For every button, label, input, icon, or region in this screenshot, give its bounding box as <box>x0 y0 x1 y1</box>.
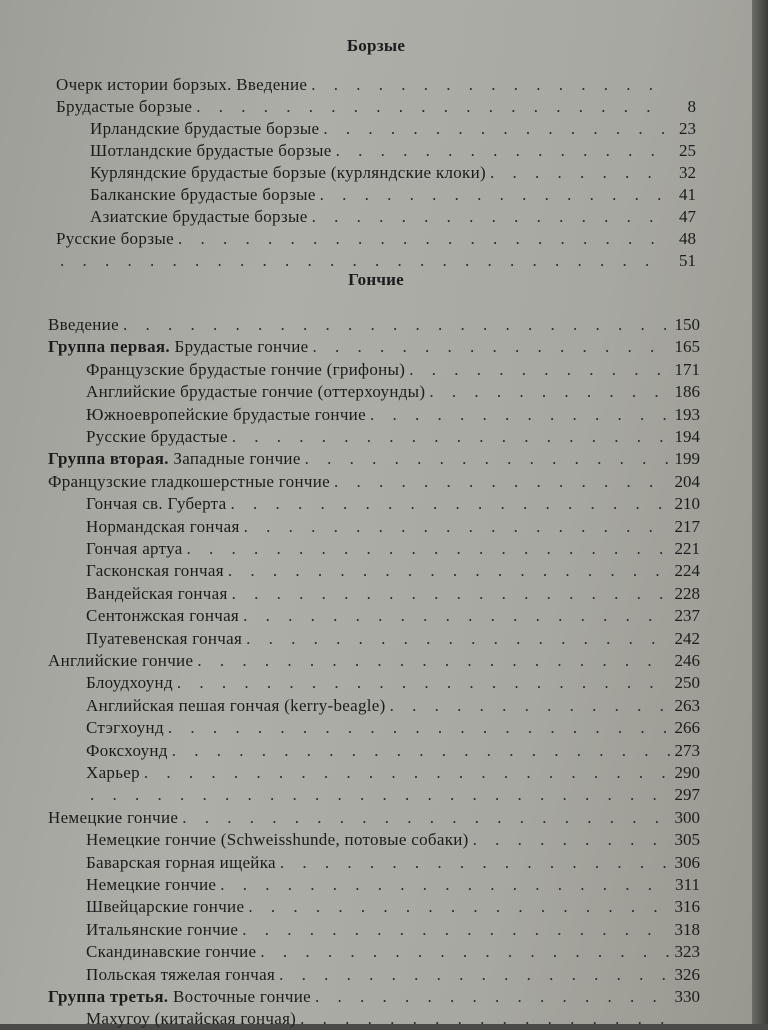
toc-entry <box>86 404 700 426</box>
toc-entry <box>86 874 700 896</box>
page-edge-shadow <box>752 0 768 1024</box>
toc-page-number: 41 <box>679 185 696 204</box>
dot-leader <box>228 560 671 582</box>
toc-entry <box>86 538 700 560</box>
dot-leader <box>178 228 668 250</box>
toc-entry-label <box>86 672 173 694</box>
toc-entry <box>48 986 700 1008</box>
toc-page-number: 311 <box>675 875 700 894</box>
toc-entry-label <box>90 206 308 228</box>
toc-entry <box>86 784 700 806</box>
toc-entry <box>86 628 700 650</box>
toc-entry-text: Гасконская гончая <box>86 561 224 581</box>
toc-page-number: 210 <box>674 494 700 514</box>
dot-leader <box>300 1008 672 1030</box>
dot-leader <box>429 381 670 403</box>
toc-entry <box>86 919 700 941</box>
toc-entry-text: Западные гончие <box>173 449 301 469</box>
toc-page-number: 150 <box>674 315 700 334</box>
toc-page-number: 171 <box>674 359 700 379</box>
toc-entry-text: Шотландские брудастые борзые <box>90 141 332 160</box>
toc-page-number: 199 <box>674 449 700 469</box>
toc-entry-label <box>48 336 309 358</box>
toc-page-number: 323 <box>674 942 700 962</box>
toc-group-label: Группа третья. <box>48 987 169 1006</box>
toc-entry-label <box>90 140 332 162</box>
toc-page-number: 8 <box>687 97 696 116</box>
toc-page-number: 224 <box>674 561 700 581</box>
toc-page-number: 25 <box>679 141 696 160</box>
toc-entry-text: Баварская горная ищейка <box>86 852 276 872</box>
dot-leader <box>196 96 668 118</box>
toc-entry-text: Харьер <box>86 763 140 782</box>
dot-leader <box>490 162 668 184</box>
dot-leader <box>232 583 671 605</box>
toc-entry <box>86 740 700 762</box>
toc-entry-text: Немецкие гончие (Schweisshunde, потовые собаки) <box>86 830 469 850</box>
toc-entry-label <box>86 740 168 762</box>
toc-entry-label <box>48 650 193 672</box>
toc-entry-text: Гончая св. Губерта <box>86 494 227 514</box>
toc-entry <box>86 964 700 986</box>
toc-page-number: 51 <box>679 251 696 270</box>
toc-entry-label <box>90 118 319 140</box>
toc-entry <box>86 672 700 694</box>
toc-entry <box>90 184 696 206</box>
toc-page-number: 47 <box>679 207 696 226</box>
toc-entry-label <box>48 807 178 829</box>
dot-leader <box>323 118 668 140</box>
toc-entry-label <box>86 560 224 582</box>
toc-page-number: 316 <box>674 897 700 917</box>
toc-page-number: 204 <box>674 471 700 491</box>
toc-entry-label <box>90 184 316 206</box>
dot-leader <box>409 359 670 381</box>
dot-leader <box>260 941 670 963</box>
toc-entry-label <box>86 829 469 851</box>
dot-leader <box>177 672 671 694</box>
toc-entry <box>56 250 696 272</box>
toc-entry-label <box>86 538 183 560</box>
toc-page-number: 273 <box>674 740 700 760</box>
toc-page-number: 305 <box>674 830 700 850</box>
toc-entry-text: Махугоу (китайская гончая) <box>86 1009 297 1029</box>
dot-leader <box>320 184 668 206</box>
toc-entry-text: Немецкие гончие <box>86 875 217 894</box>
toc-entry-label <box>56 96 192 118</box>
toc-entry-text: Английские брудастые гончие (оттерхоунды) <box>86 382 426 402</box>
toc-entry-text: Очерк истории борзых. Введение <box>56 75 308 94</box>
dot-leader <box>473 829 671 851</box>
dot-leader <box>242 919 670 941</box>
section-title-hounds: Гончие <box>348 270 404 289</box>
toc-entry-label <box>48 986 311 1008</box>
toc-entry-text: Русские брудастые <box>86 427 228 446</box>
toc-page-number: 326 <box>674 964 700 984</box>
toc-page-number: 263 <box>674 695 700 715</box>
toc-entry <box>86 762 700 784</box>
toc-entry <box>86 583 700 605</box>
toc-entry-label <box>86 493 226 515</box>
toc-entry-label <box>86 605 239 627</box>
toc-entry-text: Стэгхоунд <box>86 718 164 738</box>
toc-entry-text: Русские борзые <box>56 229 174 248</box>
dot-leader <box>315 986 670 1008</box>
toc-entry <box>86 493 700 515</box>
dot-leader <box>123 314 671 336</box>
toc-entry-text: Брудастые гончие <box>174 337 309 357</box>
dot-leader <box>248 896 670 918</box>
toc-entry <box>86 359 700 381</box>
toc-entry-text: Немецкие гончие <box>48 807 179 827</box>
toc-entry-label <box>86 404 366 426</box>
toc-page-number: 186 <box>674 382 700 402</box>
toc-entry-label <box>56 74 307 96</box>
toc-entry-label <box>86 919 238 941</box>
toc-page-number: 330 <box>674 987 700 1006</box>
toc-page-number: 221 <box>674 539 700 558</box>
toc-entry-text: Итальянские гончие <box>86 919 239 939</box>
toc-entry <box>86 829 700 851</box>
dot-leader <box>280 852 671 874</box>
dot-leader <box>370 404 671 426</box>
dot-leader <box>336 140 668 162</box>
toc-entry <box>48 471 700 493</box>
toc-entry <box>90 140 696 162</box>
toc-entry-label <box>56 228 174 250</box>
toc-entry-label <box>86 381 425 403</box>
toc-entry-label <box>86 852 276 874</box>
toc-entry <box>86 381 700 403</box>
toc-entry <box>86 426 700 448</box>
dot-leader <box>244 516 671 538</box>
dot-leader <box>312 206 668 228</box>
toc-entry-text: Польская тяжелая гончая <box>86 964 276 984</box>
toc-entry-text: Фоксхоунд <box>86 740 168 760</box>
toc-entry-label <box>48 314 119 336</box>
toc-page-number: 290 <box>674 763 700 782</box>
toc-entry-label <box>86 874 216 896</box>
toc-page-number: 165 <box>674 337 700 357</box>
toc-page-number: 318 <box>674 919 700 939</box>
toc-page-number: 228 <box>674 583 700 603</box>
toc-entry-text: Балканские брудастые борзые <box>90 185 316 204</box>
toc-entry <box>48 448 700 470</box>
dot-leader <box>60 250 668 272</box>
toc-page-number: 246 <box>674 651 700 670</box>
toc-entry-text: Южноевропейские брудастые гончие <box>86 404 366 424</box>
toc-group-label: Группа первая. <box>48 337 170 357</box>
toc-entry <box>56 96 696 118</box>
dot-leader <box>311 74 668 96</box>
toc-entry-text: Швейцарские гончие <box>86 897 245 917</box>
toc-entry-label <box>86 964 275 986</box>
toc-entry-text: Скандинавские гончие <box>86 942 257 962</box>
toc-entry-label <box>86 695 386 717</box>
toc-entry <box>86 1008 700 1030</box>
toc-entry-text: Азиатские брудастые борзые <box>90 207 308 226</box>
dot-leader <box>168 717 671 739</box>
dot-leader <box>90 784 671 806</box>
toc-entry-text: Ирландские брудастые борзые <box>90 119 320 138</box>
toc-entry <box>86 896 700 918</box>
toc-entry <box>56 74 696 96</box>
toc-page-number: 217 <box>674 516 700 536</box>
toc-entry-text: Брудастые борзые <box>56 97 193 116</box>
toc-entry <box>48 807 700 829</box>
dot-leader <box>243 605 670 627</box>
toc-page-number: 297 <box>674 785 700 805</box>
toc-entry-label <box>86 941 256 963</box>
toc-entry-text: Гончая артуа <box>86 539 183 558</box>
toc-entry <box>48 336 700 358</box>
toc-entry-text: Курляндские брудастые борзые (курляндские клоки) <box>90 163 486 182</box>
toc-entry <box>86 852 700 874</box>
toc-entry-label <box>86 426 228 448</box>
toc-entry-label <box>90 162 486 184</box>
toc-entry <box>48 314 700 336</box>
dot-leader <box>172 740 671 762</box>
toc-entry-text: Английские гончие <box>48 651 194 670</box>
toc-entry-text: Восточные гончие <box>172 987 312 1006</box>
toc-entry <box>86 605 700 627</box>
toc-entry-label <box>48 471 330 493</box>
toc-entry-text: Введение <box>48 315 119 334</box>
dot-leader <box>187 538 671 560</box>
dot-leader <box>390 695 671 717</box>
toc-entry-text: Английская пешая гончая (kerry-beagle) <box>86 695 386 715</box>
toc-group-label: Группа вторая. <box>48 449 169 469</box>
toc-entry-label <box>86 717 164 739</box>
toc-entry-text: Французские гладкошерстные гончие <box>48 471 330 491</box>
toc-page-number: 306 <box>674 852 700 872</box>
dot-leader <box>182 807 670 829</box>
toc-entry-label <box>86 896 244 918</box>
toc-page-number: 194 <box>674 427 700 446</box>
section-title-borzoi: Борзые <box>346 36 406 55</box>
toc-page-number: 237 <box>674 606 700 626</box>
dot-leader <box>220 874 671 896</box>
toc-entry <box>86 516 700 538</box>
toc-entry-text: Вандейская гончая <box>86 583 228 603</box>
dot-leader <box>305 448 671 470</box>
toc-page-number: 250 <box>674 673 700 693</box>
toc-page-number: 32 <box>679 163 696 182</box>
toc-page-number: 193 <box>674 404 700 424</box>
toc-entry-text: Французские брудастые гончие (грифоны) <box>86 359 406 379</box>
toc-page-number: 48 <box>679 229 696 248</box>
toc-entry-text: Нормандская гончая <box>86 516 240 536</box>
toc-entry <box>86 695 700 717</box>
dot-leader <box>144 762 671 784</box>
toc-entry-text: Сентонжская гончая <box>86 606 240 626</box>
toc-entry <box>86 941 700 963</box>
toc-page-number: 242 <box>674 628 700 648</box>
toc-entry-label <box>86 359 405 381</box>
toc-entry <box>48 650 700 672</box>
toc-entry-label <box>86 583 228 605</box>
toc-entry <box>90 206 696 228</box>
toc-entry-label <box>86 762 140 784</box>
toc-entry-text: Блоудхоунд <box>86 673 173 693</box>
toc-entry-text: Пуатевенская гончая <box>86 628 243 648</box>
toc-entry-label <box>48 448 301 470</box>
toc-entry-label <box>86 1008 296 1030</box>
dot-leader <box>246 628 670 650</box>
toc-entry-label <box>86 516 240 538</box>
dot-leader <box>279 964 670 986</box>
toc-entry <box>56 228 696 250</box>
toc-entry <box>90 118 696 140</box>
dot-leader <box>313 336 671 358</box>
toc-page-number: 23 <box>679 119 696 138</box>
dot-leader <box>232 426 671 448</box>
toc-entry <box>86 560 700 582</box>
toc-page-number: 266 <box>674 718 700 738</box>
dot-leader <box>197 650 670 672</box>
dot-leader <box>334 471 671 493</box>
toc-page-number: 300 <box>674 807 700 827</box>
toc-entry <box>90 162 696 184</box>
toc-entry-label <box>86 628 242 650</box>
toc-entry <box>86 717 700 739</box>
dot-leader <box>230 493 670 515</box>
